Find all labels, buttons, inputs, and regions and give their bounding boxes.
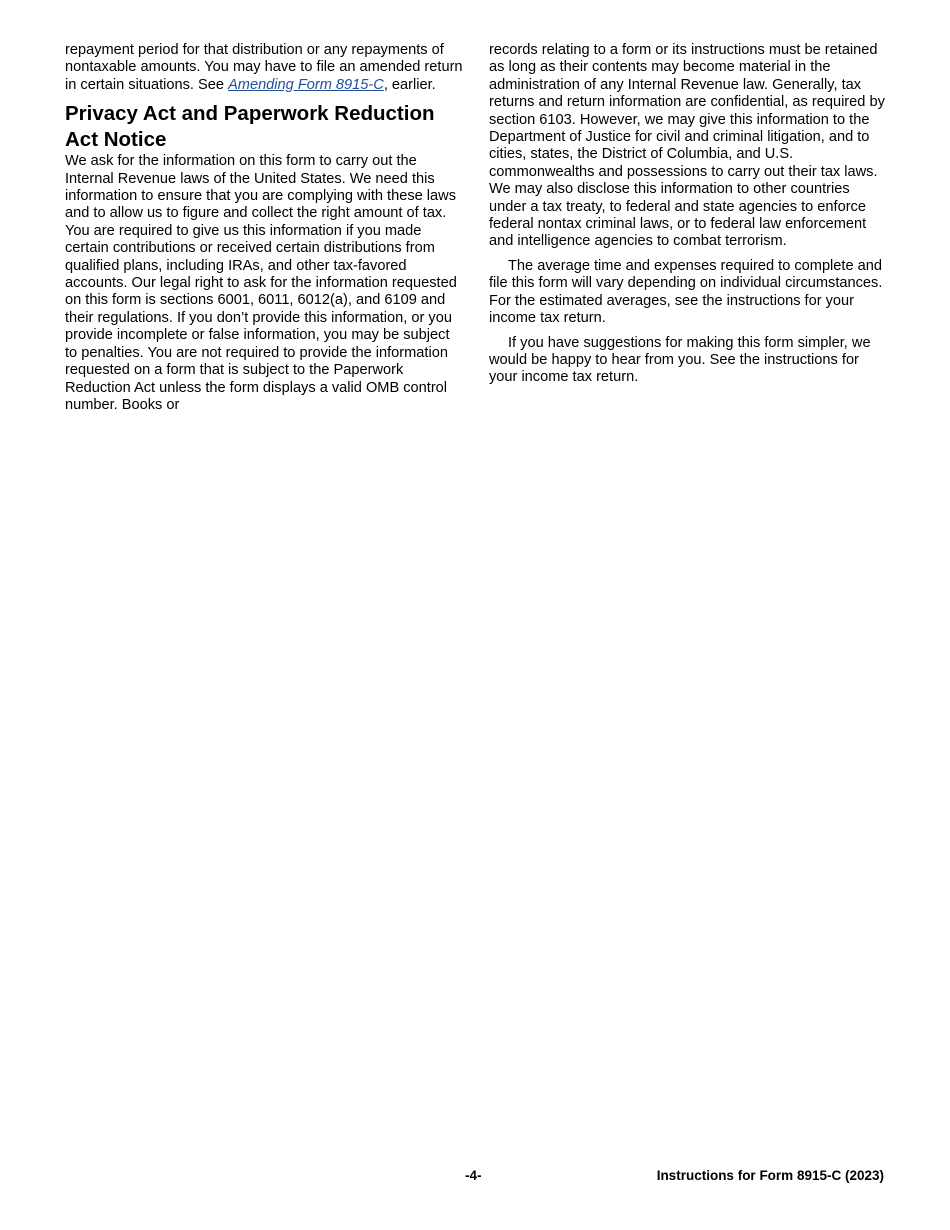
page-number: -4- <box>465 1168 482 1183</box>
intro-text-after-link: , earlier. <box>383 76 436 93</box>
intro-text-before-link: repayment period for that distribution or any repayments of nontaxable amounts. You may have to file an amended return in certain situations. See <box>65 42 463 93</box>
privacy-act-heading: Privacy Act and Paperwork Reduction Act Notice <box>65 102 435 152</box>
amending-form-link[interactable]: Amending Form 8915-C <box>228 76 384 93</box>
right-column <box>489 42 885 387</box>
intro-paragraph <box>65 42 465 94</box>
suggestions-paragraph: If you have suggestions for making this form simpler, we would be happy to hear from you. See the instructions for your income tax return. <box>489 334 871 386</box>
privacy-act-body: We ask for the information on this form to carry out the Internal Revenue laws of the United States. We need this information to ensure that you are complying with these laws and to allow us to figure and collect the right amount of tax. You are required to give us this information if you made certain contributions or received certain distributions from qualified plans, including IRAs, and other tax-favored accounts. Our legal right to ask for the information requested on this form is sections 6001, 6011, 6012(a), and 6109 and their regulations. If you don’t provide this information, or you provide incomplete or false information, you may be subject to penalties. You are not required to provide the information requested on a form that is subject to the Paperwork Reduction Act unless the form displays a valid OMB control number. Books or <box>65 153 457 413</box>
average-time-paragraph: The average time and expenses required to complete and file this form will vary depending on individual circumstances. For the estimated averages, see the instructions for your income tax return. <box>489 257 883 327</box>
footer-form-title: Instructions for Form 8915-C (2023) <box>656 1168 884 1183</box>
left-column <box>65 42 465 414</box>
records-paragraph: records relating to a form or its instructions must be retained as long as their contents may become material in the administration of any Internal Revenue law. Generally, tax returns and return information are confidential, as required by section 6103. However, we may give this information to the Department of Justice for civil and criminal litigation, and to cities, states, the District of Columbia, and U.S. commonwealths and possessions to carry out their tax laws. We may also disclose this information to other countries under a tax treaty, to federal and state agencies to enforce federal nontax criminal laws, or to federal law enforcement and intelligence agencies to combat terrorism. <box>489 42 885 250</box>
